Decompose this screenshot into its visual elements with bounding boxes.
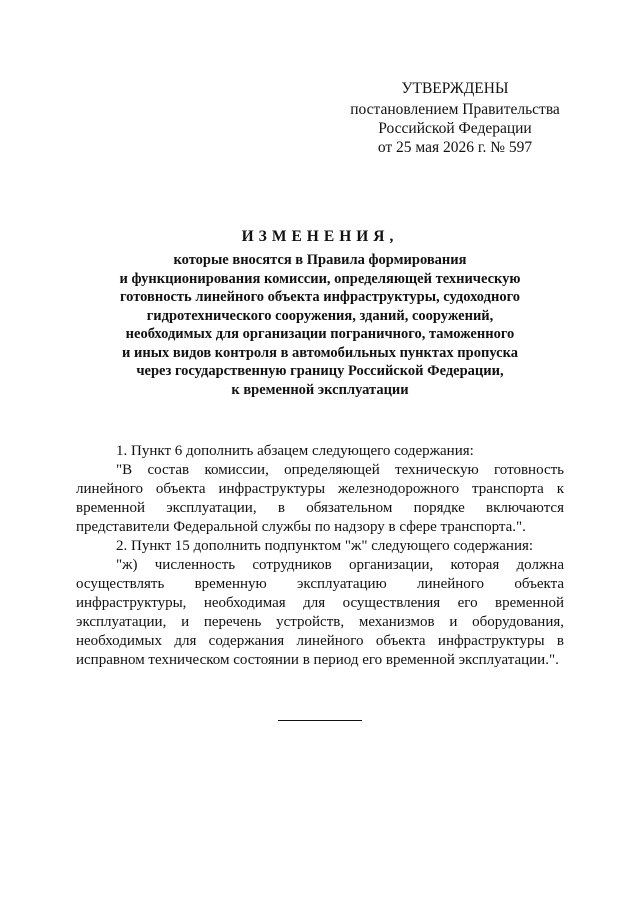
subtitle-line: готовность линейного объекта инфраструктуры, судоходного bbox=[119, 289, 521, 305]
subtitle-line: необходимых для организации пограничного, таможенного bbox=[125, 326, 515, 342]
approval-heading: УТВЕРЖДЕНЫ bbox=[401, 80, 509, 97]
subtitle-line: которые вносятся в Правила формирования bbox=[173, 252, 467, 268]
approval-date-line: от 25 мая 2026 г. № 597 bbox=[377, 139, 533, 156]
approval-line: постановлением Правительства bbox=[350, 101, 560, 118]
subtitle-line: к временной эксплуатации bbox=[231, 381, 409, 398]
end-divider bbox=[278, 720, 362, 721]
subtitle-line: и иных видов контроля в автомобильных пунктах пропуска bbox=[122, 344, 518, 361]
subtitle-line: и функционирования комиссии, определяющей техническую bbox=[119, 270, 521, 287]
paragraph-item-1: 1. Пункт 6 дополнить абзацем следующего содержания: bbox=[116, 443, 474, 459]
subtitle-line: через государственную границу Российской Федерации, bbox=[136, 363, 504, 379]
paragraph-quote-1: "В состав комиссии, определяющей техническую готовность линейного объекта инфраструктуры железнодорожного транспорта к временной эксплуатации, в обязательном порядке включаются представители Федеральной службы по надзору в сфере транспорта.". bbox=[76, 462, 564, 535]
document-body bbox=[76, 442, 564, 670]
subtitle-line: гидротехнического сооружения, зданий, сооружений, bbox=[146, 307, 494, 324]
approval-block bbox=[330, 79, 580, 157]
paragraph-item-2: 2. Пункт 15 дополнить подпунктом "ж" следующего содержания: bbox=[116, 538, 534, 554]
paragraph-quote-2: "ж) численность сотрудников организации, которая должна осуществлять временную эксплуатацию линейного объекта инфраструктуры, необходимая для осуществления его временной эксплуатации, и перечень устройств, механизмов и оборудования, необходимых для содержания линейного объекта инфраструктуры в исправном техническом состоянии в период его временной эксплуатации.". bbox=[76, 557, 564, 668]
document-subtitle bbox=[70, 251, 570, 399]
approval-line: Российской Федерации bbox=[378, 120, 532, 137]
document-title: ИЗМЕНЕНИЯ, bbox=[241, 228, 399, 245]
